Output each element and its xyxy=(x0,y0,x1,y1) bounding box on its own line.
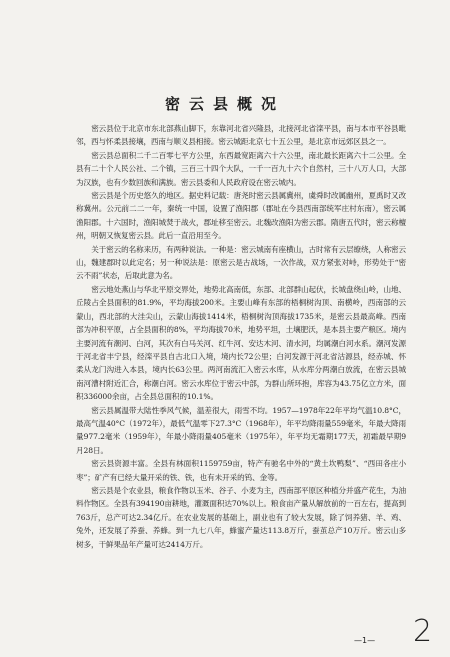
paragraph: 密云县总面积二千二百零七平方公里，东西最宽距离六十六公里，南北最长距离六十二公里。全县有二十个人民公社、二个镇，三百三十四个大队，一千一百九十六个自然村，三十八万人口，大部为汉族，也有少数回族和满族。密云县委和人民政府设在密云城内。 xyxy=(76,150,406,187)
page-number: —1— xyxy=(354,636,376,645)
page-title: 密云县概况 xyxy=(164,95,285,113)
handwritten-page-mark: 2 xyxy=(413,614,433,649)
paragraph: 密云县属温带大陆性季风气候，温差很大，雨雪不均。1957—1978年22年平均气温10.8°C，最高气温40°C（1972年），最低气温零下27.3°C（1968年），年平均降雨量559毫米，年最大降雨量977.2毫米（1959年），年最小降雨量405毫米（1975年），年平均无霜期177天，初霜最早期9月28日。 xyxy=(76,405,406,455)
paragraph: 密云县资源丰富。全县有林面积1159759亩，特产有驰名中外的“黄土坎鸭梨”、“西田各庄小枣”；矿产有已经大量开采的铁、铁，也有未开采的钨、金等。 xyxy=(76,459,406,482)
paragraph: 关于密云的名称来历，有两种说法。一种是：密云城南有座横山，古时常有云层缭绕，人称密云山，魏建郡时以此定名；另一种说法是：原密云是古战场，一次作战，双方紧张对峙，形势处于“密云不雨”状态，后取此意为名。 xyxy=(76,244,406,281)
body-text xyxy=(76,122,406,551)
paragraph: 密云县是个农业县，粮食作物以玉米、谷子、小麦为主，西南部平原区种植分并盛产花生，为油料作物区。全县有394190亩耕地，灌溉面积达70%以上。粮食亩产量从解放前的一百左右，提高到763斤，总产可达2.34亿斤。在农业发展的基础上，副业也有了较大发展，除了饲养猪、羊、鸡、兔外，还发展了养蚕、养蜂。到一九七八年，蜂蜜产量达113.8万斤，蚕茧总产10万斤。密云山多树多，干鲜果品年产量可达2414万斤。 xyxy=(76,485,406,549)
paragraph: 密云县是个历史悠久的地区。据史料记载：唐尧时密云县属冀州，虞舜时改属幽州，夏禹时又改称冀州。公元前二二一年，秦统一中国，设置了渔阳郡（郡址在今县西南部统军庄村东南），密云属渔阳郡。十六国时，渔阳城焚于战火，郡址移至密云。北魏改渔阳为密云郡。隋唐五代时，密云称檀州，明朝又恢复密云县。此后一直沿用至今。 xyxy=(76,191,406,241)
paragraph: 密云地处燕山与华北平原交界处，地势北高南低，东部、北部群山起伏，长城盘绕山岭，山地、丘陵占全县面积的81.9%，平均海拔200米。主要山峰有东部的梧桐树沟顶、南横岭，西南部的云蒙山，西北部的大洼尖山，云蒙山海拔1414米，梧桐树沟顶海拔1735米，是密云县最高峰。西南部为冲积平原，占全县面积的8%，平均海拔70米，地势平坦，土壤肥沃，是本县主要产粮区。境内主要河流有潮河、白河，其次有白马关河、红牛河、安达木河、清水河，均属潮白河水系。潮河发源于河北省丰宁县，经滦平县自古北口入境，境内长72公里；白河发源于河北省沽源县，经赤城、怀柔从龙门沟进入本县，境内长63公里。两河南流汇入密云水库，从水库分两潮白放流，在密云县城南河漕村附近汇合，称潮白河。密云水库位于密云中部，为群山所环抱，库容为43.75亿立方米，面积336000余亩，占全县总面积的10.1%。 xyxy=(76,284,406,402)
paragraph: 密云县位于北京市东北部燕山脚下，东靠河北省兴隆县，北接河北省滦平县，南与本市平谷县毗邻，西与怀柔县接壤，西南与顺义县相接。密云城距北京七十五公里，是北京市远郊区县之一。 xyxy=(76,124,406,147)
